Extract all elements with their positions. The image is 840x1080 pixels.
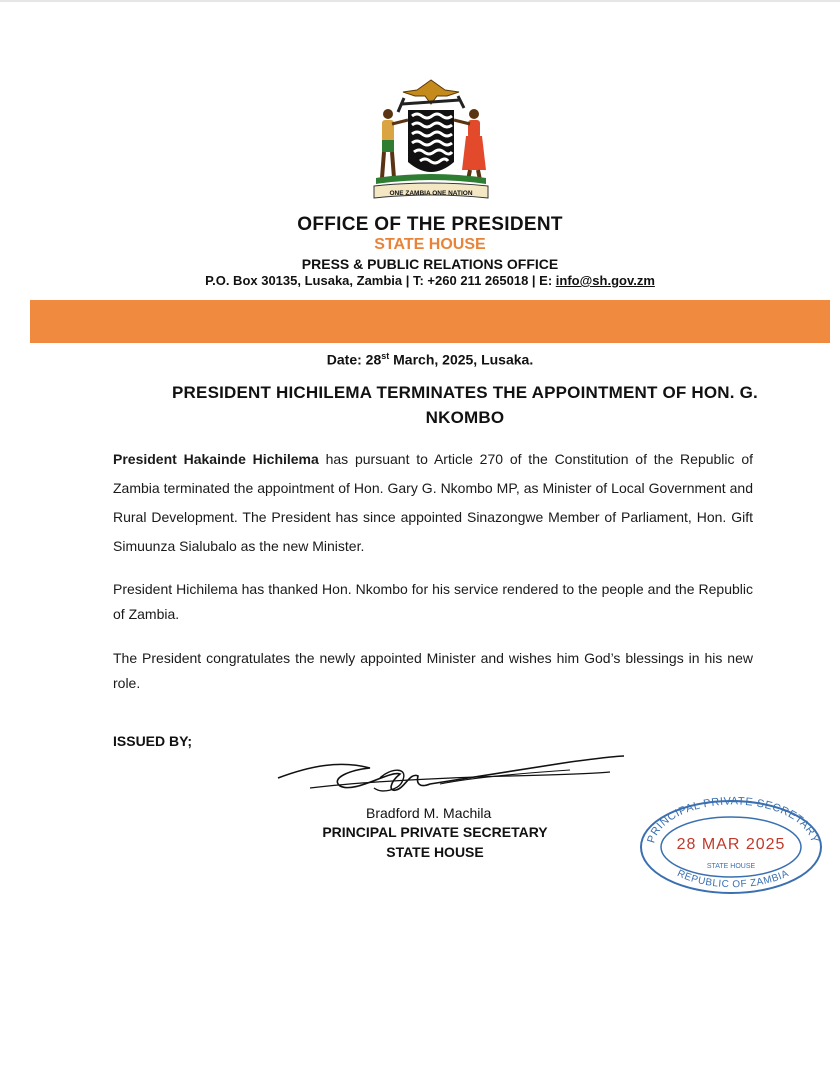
stamp-inner-text: STATE HOUSE	[706, 863, 756, 870]
date-prefix: Date: 28	[326, 351, 382, 368]
release-date	[0, 351, 840, 368]
stamp-top-text: PRINCIPAL PRIVATE SECRETARY	[645, 795, 821, 845]
signatory-name: Bradford M. Machila	[366, 805, 492, 821]
paragraph-1	[113, 445, 753, 561]
crest-motto: ONE ZAMBIA ONE NATION	[389, 190, 473, 197]
office-title: OFFICE OF THE PRESIDENT	[297, 214, 563, 235]
paragraph-1-lead: President Hakainde Hichilema	[113, 451, 319, 467]
email-link[interactable]: info@sh.gov.zm	[555, 273, 655, 288]
contact-details: P.O. Box 30135, Lusaka, Zambia | T: +260 211 265018 | E:	[205, 273, 556, 288]
press-office-title: PRESS & PUBLIC RELATIONS OFFICE	[301, 256, 559, 272]
signatory-office: STATE HOUSE	[386, 844, 484, 860]
paragraph-1-text: has pursuant to Article 270 of the Constitution of the Republic of Zambia terminated the appointment of Hon. Gary G. Nkombo MP, as Minister of Local Government and Rural Development. The President has since appointed Sinazongwe Member of Parliament, Hon. Gift Simuunza Sialubalo as the new Minister.	[113, 451, 753, 554]
date-rest: March, 2025, Lusaka.	[389, 351, 534, 368]
press-release-label: PRESS RELEASE	[307, 6, 553, 37]
paragraph-2: President Hichilema has thanked Hon. Nkombo for his service rendered to the people and the Republic of Zambia.	[113, 581, 753, 622]
signatory-title: PRINCIPAL PRIVATE SECRETARY	[322, 824, 548, 840]
zambia-coat-of-arms-icon	[368, 78, 494, 206]
press-release-banner	[30, 300, 830, 343]
issued-by-label: ISSUED BY;	[113, 733, 193, 749]
contact-line	[0, 273, 840, 288]
stamp-bottom-text: REPUBLIC OF ZAMBIA	[675, 868, 791, 891]
paragraph-3: The President congratulates the newly appointed Minister and wishes him God’s blessings in his new role.	[113, 650, 753, 691]
headline: PRESIDENT HICHILEMA TERMINATES THE APPOINTMENT OF HON. G. NKOMBO	[172, 383, 758, 427]
official-stamp	[636, 795, 826, 895]
date-ordinal: st	[381, 351, 390, 361]
state-house-title: STATE HOUSE	[374, 236, 486, 253]
stamp-date: 28 MAR 2025	[676, 836, 786, 853]
